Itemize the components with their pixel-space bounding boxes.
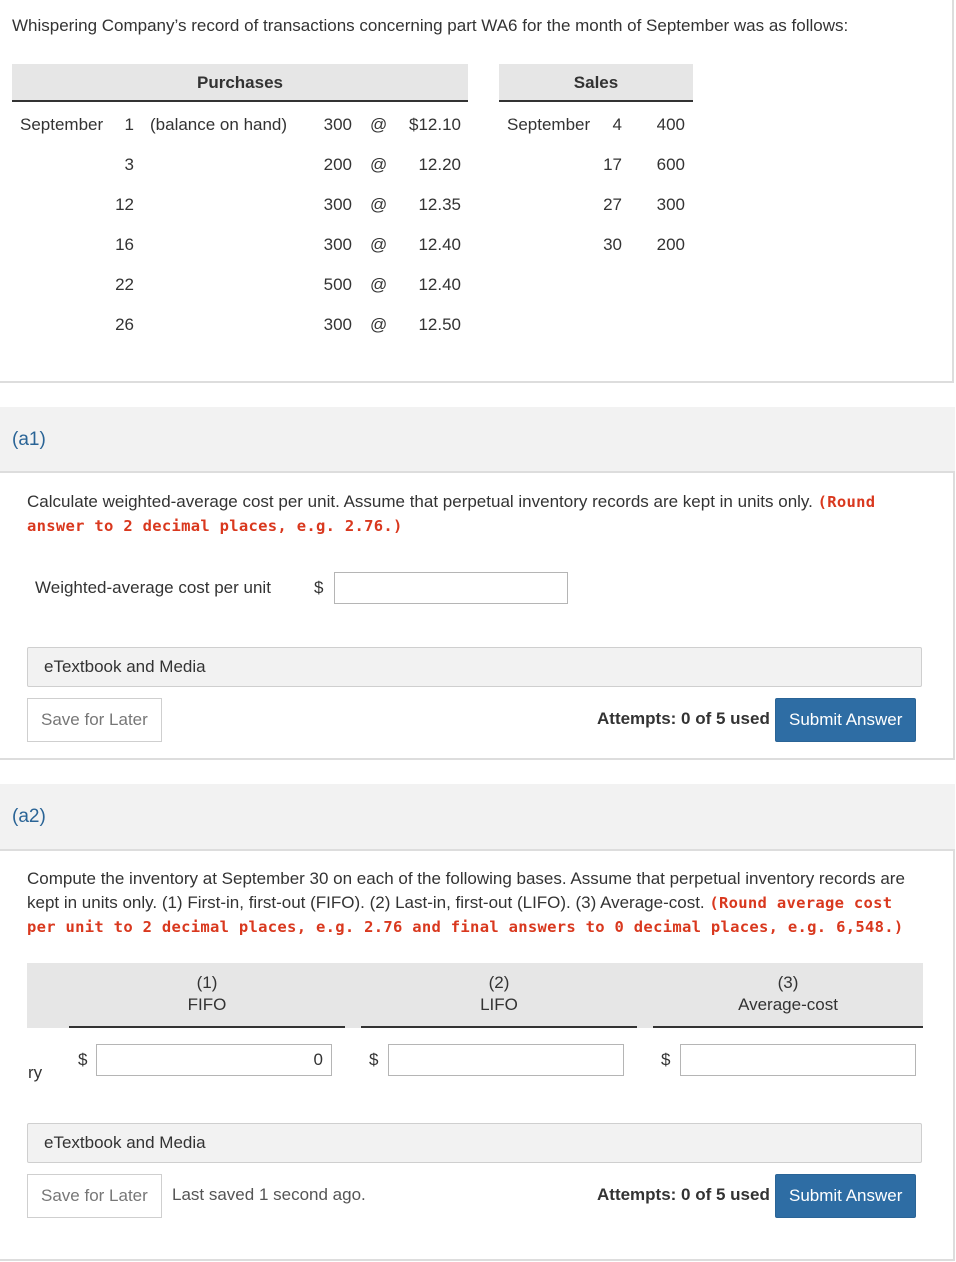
sales-header: Sales	[499, 64, 693, 102]
purchase-qty: 300	[323, 115, 352, 134]
purchase-qty: 300	[323, 235, 352, 254]
sale-qty: 200	[656, 235, 685, 254]
purchase-price: 12.20	[418, 155, 461, 174]
sale-qty: 300	[656, 195, 685, 214]
part-a1-label: (a1)	[12, 429, 46, 450]
column-fifo-name: FIFO	[187, 995, 227, 1014]
submit-answer-button-a1[interactable]: Submit Answer	[775, 698, 916, 742]
purchase-price: 12.35	[418, 195, 461, 214]
column-fifo-number: (1)	[196, 973, 218, 992]
last-saved-status: Last saved 1 second ago.	[172, 1185, 366, 1204]
average-currency-symbol: $	[661, 1050, 671, 1069]
average-cost-input[interactable]	[680, 1044, 916, 1076]
purchase-qty: 300	[323, 315, 352, 334]
sale-qty: 400	[656, 115, 685, 134]
purchase-day: 3	[124, 155, 134, 174]
row-label: ry	[28, 1063, 43, 1082]
attempts-a1: Attempts: 0 of 5 used	[597, 709, 770, 728]
part-a2-instruction: (Round average cost per unit to 2 decimal places, e.g. 2.76 and final answers to 0 decimal places, e.g. 6,548.)	[27, 894, 904, 936]
purchase-price: 12.40	[418, 275, 461, 294]
attempts-a2: Attempts: 0 of 5 used	[597, 1185, 770, 1204]
part-a1-instruction: (Round answer to 2 decimal places, e.g. 2.76.)	[27, 493, 876, 535]
submit-answer-button-a2[interactable]: Submit Answer	[775, 1174, 916, 1218]
lifo-input[interactable]	[388, 1044, 624, 1076]
part-a2-question	[27, 867, 922, 939]
purchase-at: @	[370, 275, 388, 294]
column-average-underline	[653, 1026, 923, 1028]
purchase-day: 26	[115, 315, 134, 334]
purchase-at: @	[370, 235, 388, 254]
purchase-at: @	[370, 115, 388, 134]
purchase-day: 22	[115, 275, 134, 294]
column-fifo-underline	[69, 1026, 345, 1028]
sale-day: 4	[612, 115, 622, 134]
column-average-number: (3)	[777, 973, 799, 992]
purchase-at: @	[370, 315, 388, 334]
purchase-at: @	[370, 195, 388, 214]
purchase-day: 1	[124, 115, 134, 134]
question-panel	[0, 0, 954, 383]
question-intro: Whispering Company’s record of transactions concerning part WA6 for the month of September was as follows:	[12, 16, 849, 35]
column-lifo-name: LIFO	[480, 995, 518, 1014]
currency-symbol: $	[314, 578, 324, 597]
purchase-at: @	[370, 155, 388, 174]
weighted-average-label: Weighted-average cost per unit	[35, 578, 271, 597]
lifo-currency-symbol: $	[369, 1050, 379, 1069]
column-fifo-header	[69, 972, 345, 1016]
column-lifo-number: (2)	[488, 973, 510, 992]
fifo-currency-symbol: $	[78, 1050, 88, 1069]
purchases-header: Purchases	[12, 64, 468, 102]
part-a1-question-text: Calculate weighted-average cost per unit. Assume that perpetual inventory records are kept in units only.	[27, 492, 813, 511]
sale-day: 17	[603, 155, 622, 174]
purchase-month: September	[20, 115, 104, 134]
column-lifo-underline	[361, 1026, 637, 1028]
purchase-note: (balance on hand)	[150, 115, 288, 134]
column-lifo-header	[361, 972, 637, 1016]
part-a2-question-text: Compute the inventory at September 30 on each of the following bases. Assume that perpetual inventory records are kept in units only. (1) First-in, first-out (FIFO). (2) Last-in, first-out (LIFO). (3) Average-cost.	[27, 869, 905, 912]
etextbook-media-a1[interactable]: eTextbook and Media	[27, 647, 922, 687]
part-a1-header	[0, 407, 955, 473]
column-average-header	[653, 972, 923, 1016]
part-a2-label: (a2)	[12, 806, 46, 827]
save-for-later-button-a1[interactable]: Save for Later	[27, 698, 162, 742]
fifo-input[interactable]	[96, 1044, 332, 1076]
save-for-later-button-a2[interactable]: Save for Later	[27, 1174, 162, 1218]
sale-day: 27	[603, 195, 622, 214]
weighted-average-input[interactable]	[334, 572, 568, 604]
purchase-qty: 300	[323, 195, 352, 214]
purchase-price: 12.40	[418, 235, 461, 254]
etextbook-media-a2[interactable]: eTextbook and Media	[27, 1123, 922, 1163]
purchase-qty: 500	[323, 275, 352, 294]
sale-month: September	[507, 115, 591, 134]
purchase-day: 16	[115, 235, 134, 254]
purchase-price: $12.10	[409, 115, 461, 134]
part-a1-question	[27, 490, 927, 538]
part-a2-header	[0, 784, 955, 851]
sale-day: 30	[603, 235, 622, 254]
purchase-day: 12	[115, 195, 134, 214]
purchase-price: 12.50	[418, 315, 461, 334]
purchase-qty: 200	[323, 155, 352, 174]
column-average-name: Average-cost	[738, 995, 838, 1014]
sale-qty: 600	[656, 155, 685, 174]
